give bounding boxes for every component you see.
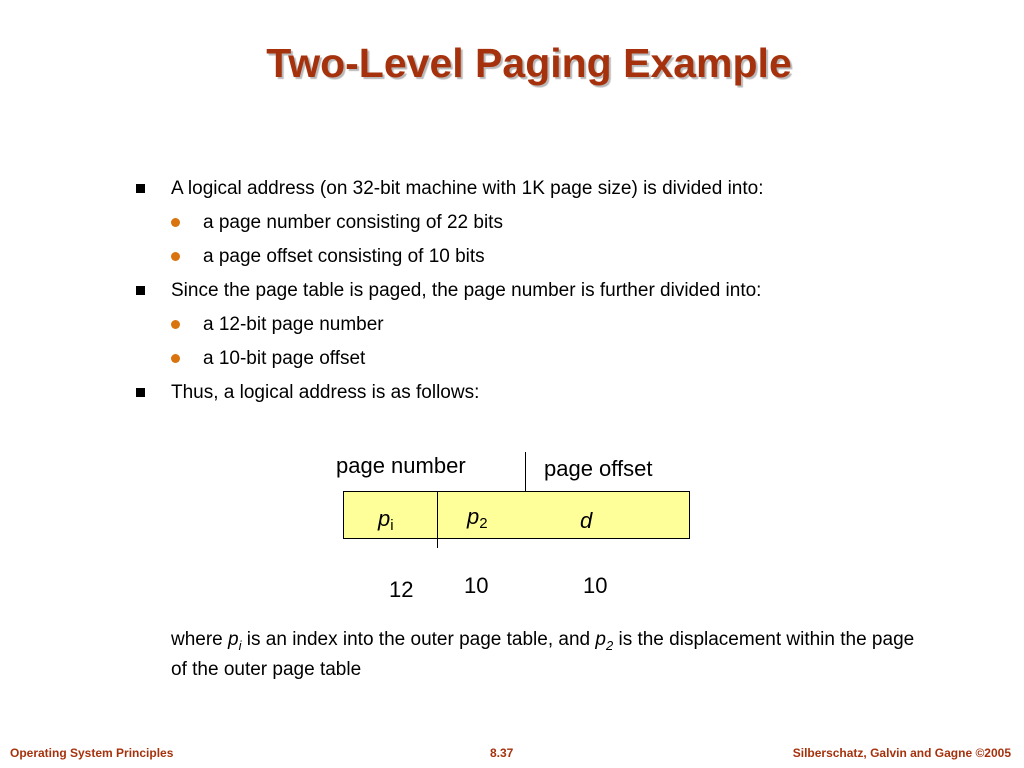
bits-d: 10 xyxy=(583,573,608,598)
square-bullet-icon xyxy=(136,286,145,295)
bullet-text: Since the page table is paged, the page number is further divided into: xyxy=(171,280,762,301)
sub-bullet-text: a 10-bit page offset xyxy=(203,348,366,369)
square-bullet-icon xyxy=(136,388,145,397)
bits-p1: 12 xyxy=(389,577,414,602)
footer-copyright: Silberschatz, Galvin and Gagne ©2005 xyxy=(792,746,1011,760)
where-explanation: where $p_i$ is an index into the outer page table, and $p_2$ is the displacement within the page of the outer page table xyxy=(171,629,915,680)
circle-bullet-icon xyxy=(171,218,180,227)
field-d: d xyxy=(580,508,593,533)
slide-title: Two-Level Paging Example xyxy=(266,40,792,86)
bits-p2: 10 xyxy=(464,573,489,598)
field-p1: $p_i$ xyxy=(378,506,394,534)
bullet-text: A logical address (on 32-bit machine with 1K page size) is divided into: xyxy=(171,178,764,199)
page-offset-divider xyxy=(525,452,526,492)
sub-bullet-text: a 12-bit page number xyxy=(203,314,384,335)
circle-bullet-icon xyxy=(171,252,180,261)
footer-slide-number: 8.37 xyxy=(490,746,514,760)
circle-bullet-icon xyxy=(171,320,180,329)
circle-bullet-icon xyxy=(171,354,180,363)
field-p2: $p_2$ xyxy=(467,504,488,532)
square-bullet-icon xyxy=(136,184,145,193)
sub-bullet-text: a page offset consisting of 10 bits xyxy=(203,246,485,267)
p1-p2-divider xyxy=(437,491,438,548)
address-box xyxy=(343,491,690,539)
footer-course: Operating System Principles xyxy=(10,746,174,760)
sub-bullet-text: a page number consisting of 22 bits xyxy=(203,212,503,233)
page-number-label: page number xyxy=(336,453,466,478)
bullet-text: Thus, a logical address is as follows: xyxy=(171,382,480,403)
page-offset-label: page offset xyxy=(544,456,653,481)
